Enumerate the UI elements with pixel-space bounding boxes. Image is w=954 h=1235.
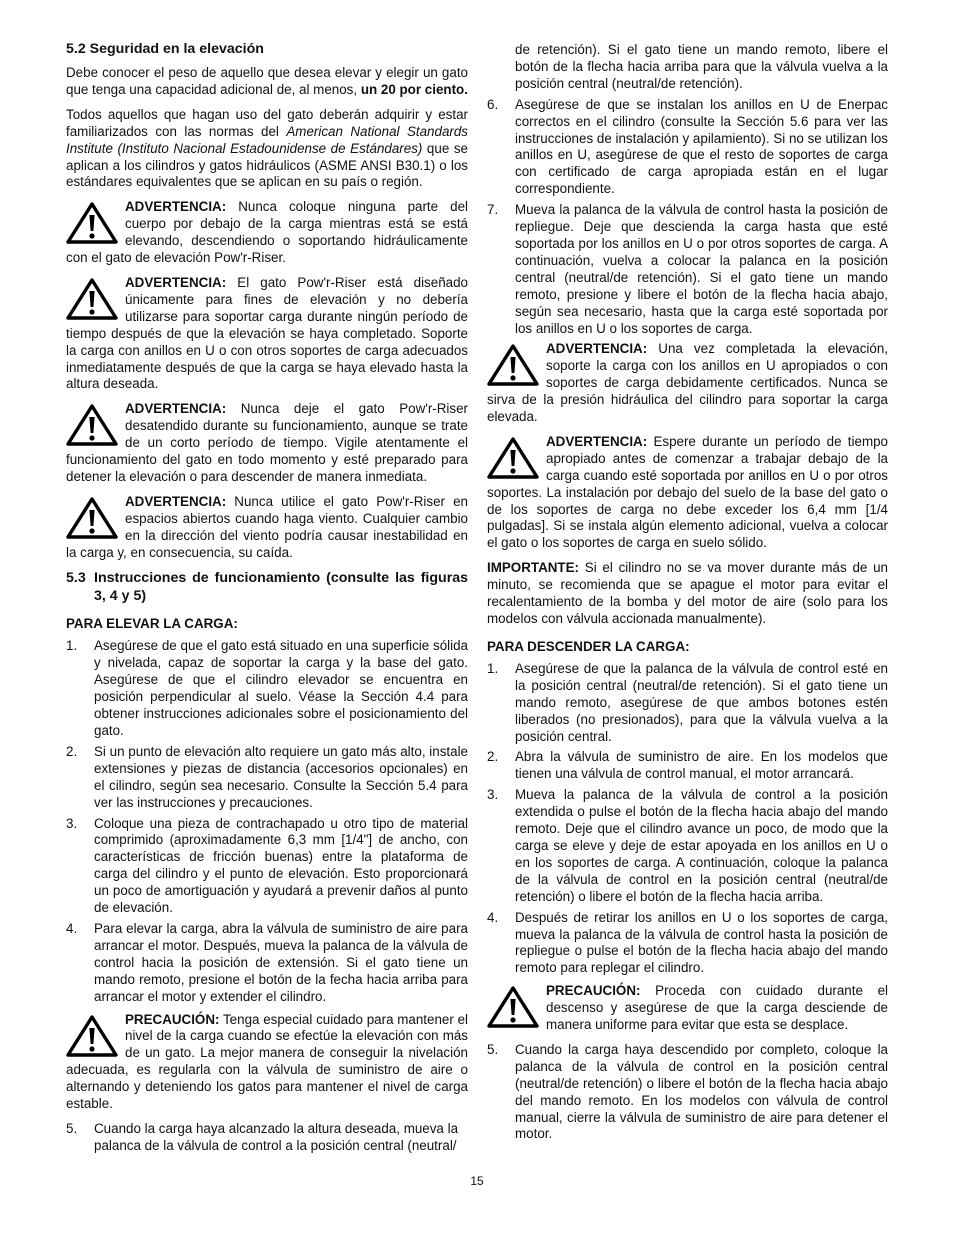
warning-label: ADVERTENCIA: bbox=[125, 493, 227, 509]
step-text: Asegúrese de que se instalan los anillos en U de Enerpac correctos en el cilindro (consulte la Sección 5.6 para ver las instrucciones de instalación y apilamiento). Si no se utilizan los anillos en U, asegúrese de que el resto de soportes de carga con certificado de carga apropiada están en el lugar correspondiente. bbox=[515, 96, 888, 197]
list-item bbox=[66, 638, 468, 739]
warning-triangle-icon bbox=[487, 343, 539, 387]
warning-block bbox=[487, 434, 888, 552]
section-title-text: Instrucciones de funcionamiento (consulte las figuras 3, 4 y 5) bbox=[94, 570, 468, 605]
warning-label: ADVERTENCIA: bbox=[125, 274, 227, 290]
step-text: Después de retirar los anillos en U o los soportes de carga, mueva la palanca de la válvula de control hasta la posición de repliegue o pulse el botón de la flecha hacia abajo del mando remoto para replegar el cilindro. bbox=[515, 909, 888, 976]
step-number: 2. bbox=[66, 743, 78, 759]
warning-text: Nunca utilice el gato Pow'r-Riser en espacios abiertos cuando haga viento. Cualquier cambio en la dirección del viento podría causar inestabilidad en la carga y, en consecuencia, su caída. bbox=[66, 493, 468, 560]
list-item bbox=[487, 661, 888, 746]
list-item bbox=[487, 787, 888, 905]
raise-steps-list-cont bbox=[66, 1121, 468, 1155]
warning-triangle-icon bbox=[487, 985, 539, 1029]
step-number: 7. bbox=[487, 202, 499, 218]
warning-label: ADVERTENCIA: bbox=[125, 199, 227, 215]
step-text: Asegúrese de que la palanca de la válvula de control esté en la posición central (neutral/de retención). Si el gato tiene un mando remoto, asegúrese de que ambos botones estén liberados (no presionados), para que la válvula vuelva a la posición central. bbox=[515, 660, 888, 744]
list-item bbox=[487, 910, 888, 978]
paragraph-text: Debe conocer el peso de aquello que desea elevar y elegir un gato que tenga una capacidad adicional de, al menos, bbox=[66, 65, 468, 97]
step-text: Si un punto de elevación alto requiere un gato más alto, instale extensiones y piezas de distancia (accesorios opcionales) en el cilindro, según sea necesario. Consulte la Sección 5.4 para ver las instrucciones y precauciones. bbox=[94, 743, 468, 810]
raise-steps-list bbox=[66, 638, 468, 1005]
step-text: Mueva la palanca de la válvula de control a la posición extendida o pulse el botón de la flecha hacia abajo del mando remoto. Deje que el cilindro avance un poco, de modo que la carga se eleve y deje de estar apoyada en los anillos en U o en los soportes de carga. A continuación, coloque la palanca de la válvula de control en la posición central (neutral/de retención) o libere el botón de la flecha hacia arriba. bbox=[515, 787, 888, 904]
warning-text: Espere durante un período de tiempo apropiado antes de comenzar a trabajar debajo de la carga cuando esté soportada por anillos en U o por otros soportes. La instalación por debajo del suelo de la base del gato o de los soportes de carga no debe exceder los 6,4 mm [1/4 pulgadas]. Si se instala algún elemento adicional, vuelva a colocar el gato o los soportes de carga en suelo sólido. bbox=[487, 433, 888, 551]
warning-triangle-icon bbox=[66, 496, 118, 540]
caution-label: PRECAUCIÓN: bbox=[546, 983, 641, 999]
warning-text: Una vez completada la elevación, soporte la carga con los anillos en U apropiados o con soportes de carga debidamente certificados. Nunca se sirva de la presión hidráulica del cilindro para soportar la carga elevada. bbox=[487, 341, 888, 425]
step-number: 6. bbox=[487, 96, 499, 112]
step-number: 5. bbox=[487, 1041, 499, 1057]
step-number: 3. bbox=[66, 815, 78, 831]
important-note bbox=[487, 560, 888, 628]
section-5-2-title: 5.2 Seguridad en la elevación bbox=[66, 41, 264, 57]
step-number: 4. bbox=[66, 920, 78, 936]
step-number: 1. bbox=[487, 660, 499, 676]
step-text: Cuando la carga haya alcanzado la altura deseada, mueva la palanca de la válvula de control a la posición central (neutral/ bbox=[94, 1120, 459, 1153]
warning-label: ADVERTENCIA: bbox=[125, 401, 227, 417]
list-item bbox=[66, 816, 468, 917]
warning-block bbox=[66, 401, 468, 486]
warning-triangle-icon bbox=[66, 201, 118, 245]
right-column bbox=[487, 42, 888, 1147]
list-item bbox=[487, 97, 888, 198]
italic-text: American National Standards Institute (Instituto Nacional Estadounidense de Estándares) bbox=[66, 123, 468, 156]
paragraph-text: Todos aquellos que hagan uso del gato deberán adquirir y estar familiarizados con las normas del bbox=[66, 106, 468, 139]
paragraph-text: que se aplican a los cilindros y gatos hidráulicos (ASME ANSI B30.1) o los estándares equivalentes que se aplican en su país o región. bbox=[66, 140, 468, 190]
warning-text: Nunca deje el gato Pow'r-Riser desatendido durante su funcionamiento, aunque se trate de un corto período de tiempo. Vigile atentamente el funcionamiento del gato en todo momento y esté preparado para detener la elevación o para descender de manera inmediata. bbox=[66, 401, 468, 484]
paragraph-capacity bbox=[66, 65, 468, 99]
step-number: 4. bbox=[487, 909, 499, 925]
list-item bbox=[487, 202, 888, 337]
warning-text: Nunca coloque ninguna parte del cuerpo por debajo de la carga mientras está se está elevando, descendiendo o soportando hidráulicamente con el gato de elevación Pow'r-Riser. bbox=[66, 199, 468, 266]
warning-block bbox=[487, 341, 888, 426]
paragraph-standards bbox=[66, 107, 468, 192]
important-text: Si el cilindro no se va mover durante más de un minuto, se recomienda que se apague el motor para evitar el recalentamiento de la bomba y del motor de aire (solo para los modelos con válvula accionada manualmente). bbox=[487, 560, 888, 626]
warning-triangle-icon bbox=[487, 436, 539, 480]
bold-text: un 20 por ciento. bbox=[360, 81, 468, 97]
raise-load-heading: PARA ELEVAR LA CARGA: bbox=[66, 616, 238, 632]
step-text: Coloque una pieza de contrachapado u otro tipo de material comprimido (aproximadamente 6,3 mm [1/4"] de ancho, con características de fricción buenas) entre la plataforma de carga del cilindro y el punto de elevación. Esto proporcionará un poco de amortiguación y ayudará a prevenir daños al punto de elevación. bbox=[94, 815, 468, 916]
step-number: 3. bbox=[487, 787, 499, 803]
list-item bbox=[487, 749, 888, 783]
list-item bbox=[66, 921, 468, 1006]
lower-steps-list bbox=[487, 661, 888, 977]
important-label: IMPORTANTE: bbox=[487, 560, 579, 576]
caution-text: Tenga especial cuidado para mantener el nivel de la carga cuando se efectúe la elevación con más de un gato. La mejor manera de conseguir la nivelación adecuada, es regularla con la válvula de suministro de aire o alternando y deteniendo los gatos para mantener el nivel de carga estable. bbox=[66, 1011, 468, 1112]
warning-block bbox=[66, 494, 468, 562]
warning-label: ADVERTENCIA: bbox=[546, 341, 648, 357]
raise-steps-list-right bbox=[487, 97, 888, 338]
step-text: Mueva la palanca de la válvula de control hasta la posición de repliegue. Deje que descienda la carga hasta que esté soportada por los anillos en U o por otros soportes de carga. A continuación, vuelva a colocar la palanca en la posición central (neutral/de retención). Si el gato tiene un mando remoto, presione y libere el botón de la flecha hacia abajo, según sea necesario, hasta que la carga esté soportada por los anillos en U o los soportes de carga. bbox=[515, 202, 888, 336]
warning-text: El gato Pow'r-Riser está diseñado únicamente para fines de elevación y no debería utilizarse para soportar carga durante ningún período de tiempo después de que la elevación se haya completado. Soporte la carga con anillos en U o con otros soportes de carga adecuados inmediatamente después de que la carga se haya elevado hasta la altura deseada. bbox=[66, 274, 468, 392]
left-column bbox=[66, 40, 468, 1159]
caution-label: PRECAUCIÓN: bbox=[125, 1011, 220, 1027]
step-number: 2. bbox=[487, 749, 499, 765]
step-text: Para elevar la carga, abra la válvula de suministro de aire para arrancar el motor. Después, mueva la palanca de la válvula de control hacia la posición de extensión. Si el gato tiene un mando remoto, presione el botón de la fecha hacia arriba para arrancar el motor y extender el cilindro. bbox=[94, 920, 468, 1004]
list-item bbox=[66, 744, 468, 812]
warning-triangle-icon bbox=[66, 1014, 118, 1058]
warning-triangle-icon bbox=[66, 277, 118, 321]
section-5-3-title bbox=[66, 569, 468, 605]
step-text: Abra la válvula de suministro de aire. En los modelos que tienen una válvula de control manual, el motor arrancará. bbox=[515, 749, 888, 782]
caution-text: Proceda con cuidado durante el descenso y asegúrese de que la carga desciende de manera uniforme para evitar que esta se desplace. bbox=[546, 983, 888, 1033]
list-item bbox=[487, 1042, 888, 1143]
lower-load-heading: PARA DESCENDER LA CARGA: bbox=[487, 638, 690, 654]
warning-block bbox=[66, 275, 468, 393]
page-number: 15 bbox=[470, 1174, 484, 1188]
caution-block bbox=[487, 983, 888, 1034]
warning-label: ADVERTENCIA: bbox=[546, 433, 648, 449]
warning-block bbox=[66, 199, 468, 267]
section-number: 5.3 bbox=[66, 570, 86, 587]
caution-block bbox=[66, 1012, 468, 1113]
step-number: 5. bbox=[66, 1120, 78, 1136]
step-text: Asegúrese de que el gato está situado en una superficie sólida y nivelada, capaz de soportar la carga y la base del gato. Asegúrese de que el cilindro elevador se encuentra en posición perpendicular al suelo. Véase la Sección 4.4 para obtener instrucciones adicionales sobre el posicionamiento del gato. bbox=[94, 638, 468, 738]
step-number: 1. bbox=[66, 638, 78, 654]
step-5-continuation: de retención). Si el gato tiene un mando remoto, libere el botón de la flecha hacia arriba para que la válvula vuelva a la posición central (neutral/de retención). bbox=[515, 42, 888, 91]
step-text: Cuando la carga haya descendido por completo, coloque la palanca de la válvula de control en la posición central (neutral/de retención) o libere el botón de la flecha hacia abajo del mando remoto. En los modelos con válvula de control manual, cierre la válvula de suministro de aire para detener el motor. bbox=[515, 1041, 888, 1142]
lower-steps-list-cont bbox=[487, 1042, 888, 1143]
list-item bbox=[66, 1121, 468, 1155]
warning-triangle-icon bbox=[66, 403, 118, 447]
